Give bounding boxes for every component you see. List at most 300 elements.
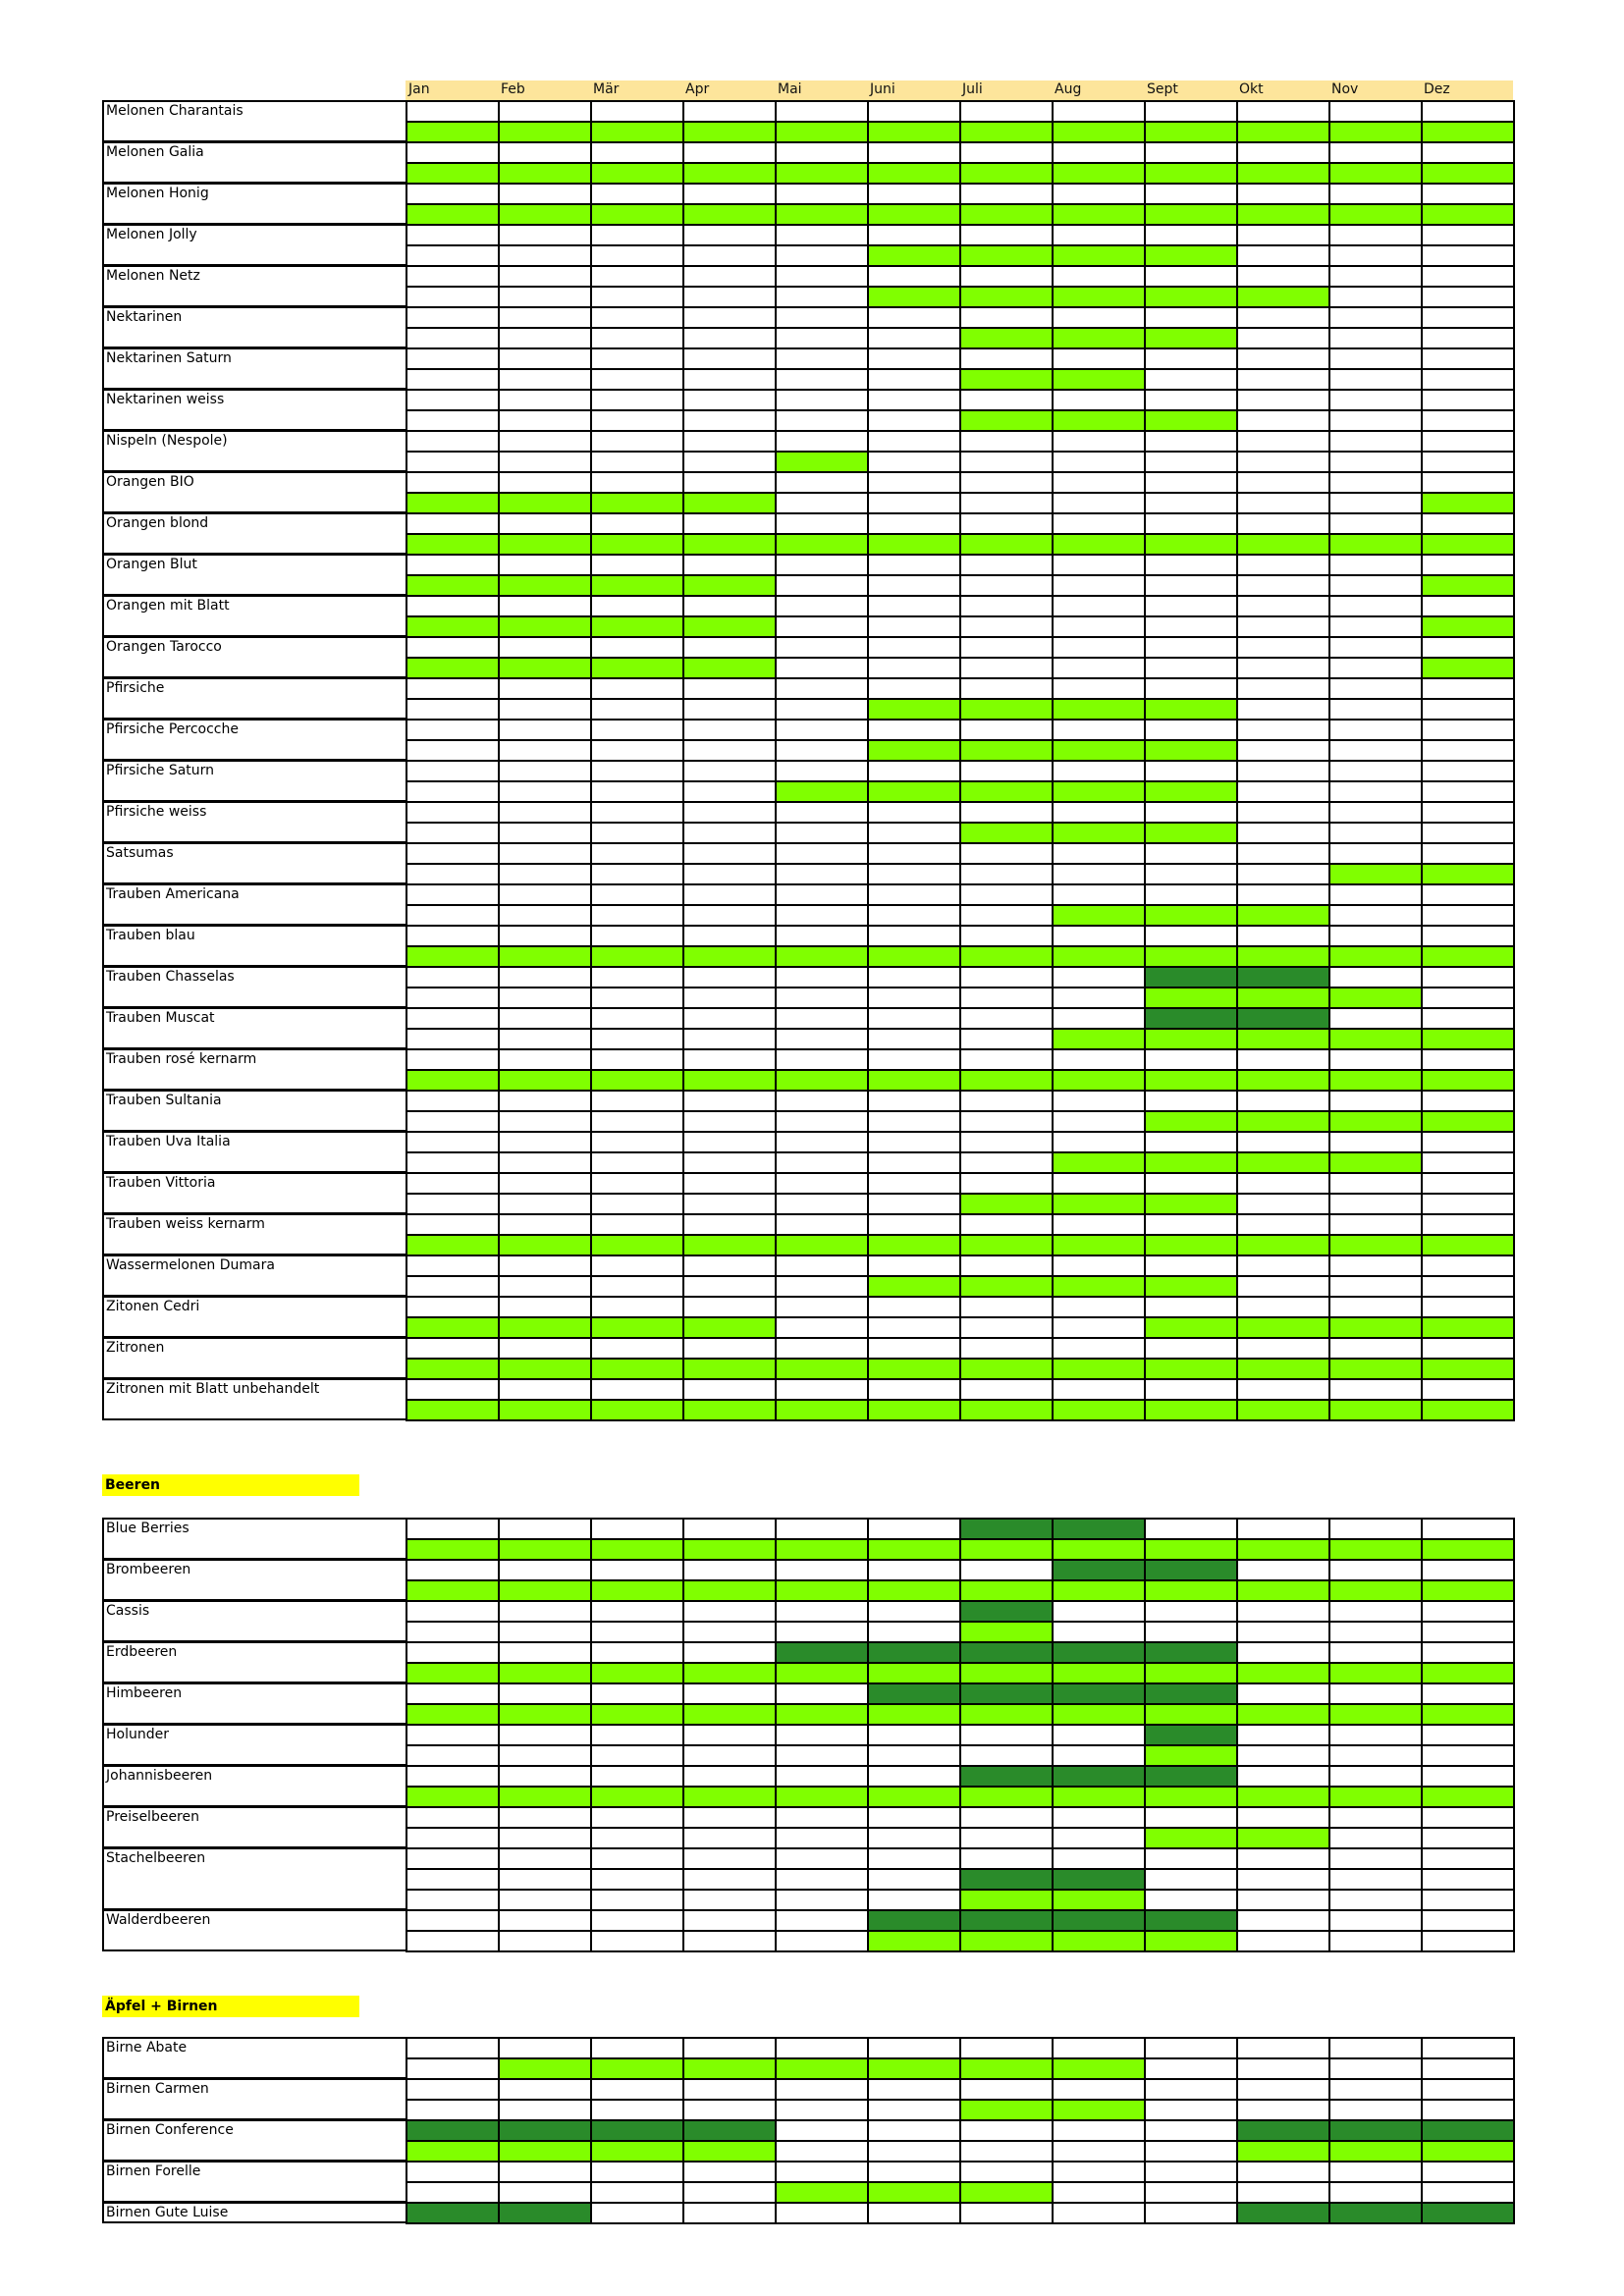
month-cell: [1236, 1806, 1330, 1829]
month-cell: [867, 1378, 961, 1401]
month-cell: [498, 1172, 592, 1195]
month-header-9: Sept: [1144, 80, 1236, 100]
month-cell: [959, 2119, 1054, 2142]
month-cell: [1421, 863, 1515, 885]
month-cell: [498, 1518, 592, 1540]
month-cell: [775, 368, 869, 391]
month-cell: [1328, 286, 1423, 308]
month-cell: [1052, 2099, 1146, 2121]
month-cell: [775, 925, 869, 947]
month-cell: [867, 987, 961, 1009]
month-cell: [682, 1889, 777, 1911]
item-name: Trauben weiss kernarm: [106, 1216, 265, 1232]
month-cell: [498, 760, 592, 782]
month-cell: [1144, 1296, 1238, 1318]
month-cell: [1144, 162, 1238, 185]
month-cell: [1052, 1131, 1146, 1153]
month-cell: [867, 1744, 961, 1767]
month-cell: [406, 2140, 500, 2163]
month-cell: [959, 1579, 1054, 1602]
month-cell: [682, 822, 777, 844]
month-cell: [406, 1806, 500, 1829]
month-cell: [867, 1621, 961, 1643]
month-cell: [775, 2140, 869, 2163]
month-cell: [590, 1600, 684, 1623]
month-cell: [1236, 1538, 1330, 1561]
month-cell: [498, 389, 592, 411]
month-cell: [498, 368, 592, 391]
month-cell: [406, 1151, 500, 1174]
month-cell: [682, 677, 777, 700]
month-cell: [1052, 1172, 1146, 1195]
month-cell: [1144, 1682, 1238, 1705]
month-cell: [590, 615, 684, 638]
month-cell: [590, 1172, 684, 1195]
item-name: Orangen Tarocco: [106, 639, 222, 655]
month-cell: [1328, 492, 1423, 514]
month-cell: [775, 347, 869, 370]
month-cell: [867, 574, 961, 597]
month-cell: [1421, 286, 1515, 308]
month-cell: [1236, 1559, 1330, 1581]
month-cell: [1236, 162, 1330, 185]
month-cell: [775, 1028, 869, 1050]
month-cell: [1328, 1378, 1423, 1401]
month-cell: [590, 904, 684, 927]
month-cell: [959, 1275, 1054, 1298]
month-cell: [682, 925, 777, 947]
month-cell: [775, 1538, 869, 1561]
month-cell: [682, 1028, 777, 1050]
month-cell: [1052, 1151, 1146, 1174]
month-cell: [959, 945, 1054, 968]
month-cell: [1236, 1316, 1330, 1339]
month-cell: [406, 1559, 500, 1581]
month-cell: [406, 883, 500, 906]
month-cell: [959, 203, 1054, 226]
month-cell: [1421, 1296, 1515, 1318]
month-cell: [1421, 1028, 1515, 1050]
month-cell: [1144, 492, 1238, 514]
month-cell: [498, 1744, 592, 1767]
month-cell: [590, 1868, 684, 1891]
month-cell: [1052, 842, 1146, 865]
month-cell: [590, 1069, 684, 1092]
month-cell: [1052, 615, 1146, 638]
month-cell: [682, 368, 777, 391]
month-cell: [1421, 1765, 1515, 1788]
month-cell: [775, 1316, 869, 1339]
month-cell: [867, 1296, 961, 1318]
month-cell: [498, 471, 592, 494]
month-cell: [1421, 121, 1515, 143]
month-cell: [682, 2202, 777, 2224]
month-cell: [406, 409, 500, 432]
month-cell: [1421, 987, 1515, 1009]
month-cell: [867, 1682, 961, 1705]
month-cell: [867, 430, 961, 453]
month-cell: [1328, 1868, 1423, 1891]
month-cell: [682, 2057, 777, 2080]
month-cell: [1144, 2181, 1238, 2204]
month-cell: [406, 327, 500, 349]
month-cell: [1328, 1151, 1423, 1174]
month-cell: [867, 1765, 961, 1788]
month-cell: [867, 512, 961, 535]
month-cell: [1052, 925, 1146, 947]
month-cell: [1144, 1007, 1238, 1030]
month-cell: [590, 183, 684, 205]
month-cell: [1236, 512, 1330, 535]
month-cell: [959, 1909, 1054, 1932]
month-cell: [682, 430, 777, 453]
month-cell: [406, 347, 500, 370]
month-cell: [406, 2057, 500, 2080]
month-cell: [498, 780, 592, 803]
month-cell: [590, 430, 684, 453]
month-cell: [590, 657, 684, 679]
month-cell: [775, 1151, 869, 1174]
month-cell: [1052, 327, 1146, 349]
month-cell: [1421, 2202, 1515, 2224]
month-cell: [867, 265, 961, 288]
month-cell: [867, 1048, 961, 1071]
month-cell: [1236, 141, 1330, 164]
month-cell: [1328, 1806, 1423, 1829]
month-cell: [498, 1621, 592, 1643]
month-cell: [498, 1399, 592, 1421]
month-cell: [1052, 1600, 1146, 1623]
month-cell: [1052, 719, 1146, 741]
month-cell: [1144, 863, 1238, 885]
month-cell: [775, 615, 869, 638]
month-cell: [406, 1724, 500, 1746]
item-name: Orangen Blut: [106, 557, 197, 572]
month-cell: [590, 1090, 684, 1112]
month-cell: [406, 2099, 500, 2121]
month-cell: [406, 1028, 500, 1050]
month-cell: [1421, 780, 1515, 803]
month-cell: [498, 1827, 592, 1849]
month-cell: [1236, 1662, 1330, 1684]
month-cell: [1144, 1765, 1238, 1788]
item-name: Trauben Uva Italia: [106, 1134, 231, 1149]
month-cell: [590, 760, 684, 782]
month-cell: [867, 347, 961, 370]
month-cell: [682, 1069, 777, 1092]
month-cell: [1144, 1234, 1238, 1256]
month-cell: [959, 2057, 1054, 2080]
month-cell: [1052, 2119, 1146, 2142]
month-cell: [1144, 1600, 1238, 1623]
month-cell: [775, 2099, 869, 2121]
month-cell: [498, 1847, 592, 1870]
month-cell: [959, 2037, 1054, 2059]
month-cell: [590, 2057, 684, 2080]
item-name: Trauben Muscat: [106, 1010, 215, 1026]
item-name: Satsumas: [106, 845, 174, 861]
month-cell: [406, 2202, 500, 2224]
month-cell: [590, 306, 684, 329]
month-cell: [959, 265, 1054, 288]
month-cell: [498, 2161, 592, 2183]
month-cell: [959, 141, 1054, 164]
month-cell: [867, 1275, 961, 1298]
month-cell: [1144, 780, 1238, 803]
month-cell: [590, 1028, 684, 1050]
month-cell: [867, 2119, 961, 2142]
month-cell: [1052, 2140, 1146, 2163]
month-cell: [1236, 2140, 1330, 2163]
month-cell: [682, 1786, 777, 1808]
month-cell: [867, 1399, 961, 1421]
month-cell: [959, 1744, 1054, 1767]
month-cell: [498, 533, 592, 556]
month-cell: [1144, 1213, 1238, 1236]
month-cell: [682, 698, 777, 721]
month-cell: [498, 1316, 592, 1339]
month-cell: [406, 863, 500, 885]
month-cell: [1328, 1600, 1423, 1623]
month-cell: [1052, 1868, 1146, 1891]
month-cell: [1236, 801, 1330, 824]
month-cell: [1328, 863, 1423, 885]
month-cell: [682, 162, 777, 185]
month-cell: [590, 822, 684, 844]
month-header-11: Nov: [1328, 80, 1421, 100]
month-cell: [1144, 1069, 1238, 1092]
month-cell: [1144, 224, 1238, 246]
month-cell: [1236, 904, 1330, 927]
month-cell: [590, 1048, 684, 1071]
month-cell: [682, 842, 777, 865]
month-cell: [406, 2078, 500, 2101]
month-cell: [1052, 801, 1146, 824]
month-cell: [498, 183, 592, 205]
month-cell: [1236, 389, 1330, 411]
month-cell: [1421, 1090, 1515, 1112]
item-name: Stachelbeeren: [106, 1850, 206, 1866]
month-cell: [406, 554, 500, 576]
month-cell: [498, 698, 592, 721]
item-name: Trauben rosé kernarm: [106, 1051, 257, 1067]
month-cell: [1144, 1806, 1238, 1829]
month-cell: [1052, 2078, 1146, 2101]
month-cell: [406, 533, 500, 556]
month-cell: [682, 533, 777, 556]
month-cell: [867, 739, 961, 762]
month-cell: [1328, 203, 1423, 226]
month-cell: [1421, 2140, 1515, 2163]
month-cell: [1144, 1868, 1238, 1891]
month-cell: [590, 1296, 684, 1318]
item-name: Trauben blau: [106, 928, 195, 943]
month-cell: [682, 1518, 777, 1540]
month-cell: [1144, 1786, 1238, 1808]
month-cell: [775, 945, 869, 968]
month-cell: [867, 1213, 961, 1236]
month-cell: [959, 822, 1054, 844]
month-cell: [590, 1110, 684, 1133]
month-cell: [682, 2078, 777, 2101]
month-cell: [867, 533, 961, 556]
month-cell: [590, 512, 684, 535]
month-cell: [498, 1579, 592, 1602]
month-cell: [1421, 2078, 1515, 2101]
month-cell: [682, 863, 777, 885]
month-cell: [682, 1234, 777, 1256]
month-cell: [682, 1641, 777, 1664]
month-cell: [867, 1909, 961, 1932]
month-cell: [1052, 1909, 1146, 1932]
month-cell: [959, 533, 1054, 556]
month-cell: [498, 2119, 592, 2142]
month-cell: [1421, 1621, 1515, 1643]
month-cell: [959, 389, 1054, 411]
month-cell: [867, 141, 961, 164]
month-cell: [406, 657, 500, 679]
month-cell: [682, 966, 777, 988]
month-cell: [775, 1868, 869, 1891]
month-cell: [682, 1765, 777, 1788]
month-cell: [682, 883, 777, 906]
month-cell: [590, 1724, 684, 1746]
month-cell: [775, 1090, 869, 1112]
month-cell: [682, 1337, 777, 1360]
month-cell: [682, 244, 777, 267]
month-cell: [1052, 368, 1146, 391]
month-cell: [682, 760, 777, 782]
month-cell: [1421, 719, 1515, 741]
month-cell: [1236, 780, 1330, 803]
month-cell: [590, 925, 684, 947]
month-cell: [1421, 1806, 1515, 1829]
month-cell: [959, 554, 1054, 576]
month-cell: [406, 183, 500, 205]
month-cell: [590, 677, 684, 700]
month-cell: [1052, 265, 1146, 288]
month-cell: [590, 2202, 684, 2224]
item-name: Melonen Charantais: [106, 103, 244, 119]
month-cell: [406, 1744, 500, 1767]
month-cell: [406, 2037, 500, 2059]
month-cell: [1236, 1786, 1330, 1808]
month-cell: [682, 2119, 777, 2142]
month-cell: [590, 780, 684, 803]
month-cell: [1421, 1337, 1515, 1360]
month-cell: [959, 1296, 1054, 1318]
month-cell: [406, 2119, 500, 2142]
month-cell: [1052, 595, 1146, 617]
month-cell: [867, 2037, 961, 2059]
month-cell: [1144, 677, 1238, 700]
month-cell: [590, 1316, 684, 1339]
month-cell: [1144, 1358, 1238, 1380]
item-name: Orangen BIO: [106, 474, 194, 490]
month-cell: [775, 636, 869, 659]
month-cell: [406, 574, 500, 597]
month-cell: [775, 1786, 869, 1808]
month-cell: [1421, 1518, 1515, 1540]
month-cell: [867, 1069, 961, 1092]
month-cell: [1236, 1296, 1330, 1318]
month-cell: [1144, 842, 1238, 865]
month-cell: [1052, 1682, 1146, 1705]
month-cell: [498, 244, 592, 267]
month-cell: [1052, 657, 1146, 679]
month-cell: [590, 842, 684, 865]
month-cell: [1421, 1378, 1515, 1401]
month-cell: [590, 141, 684, 164]
month-cell: [682, 1662, 777, 1684]
month-cell: [1144, 1131, 1238, 1153]
month-cell: [1236, 1703, 1330, 1726]
month-cell: [682, 1090, 777, 1112]
month-cell: [406, 1213, 500, 1236]
month-cell: [775, 1909, 869, 1932]
month-cell: [959, 1007, 1054, 1030]
month-cell: [590, 595, 684, 617]
month-cell: [682, 183, 777, 205]
month-cell: [498, 1889, 592, 1911]
month-cell: [1052, 2202, 1146, 2224]
month-cell: [498, 347, 592, 370]
month-cell: [1328, 2057, 1423, 2080]
month-cell: [1236, 1682, 1330, 1705]
month-cell: [1421, 1275, 1515, 1298]
month-cell: [1144, 822, 1238, 844]
month-cell: [1328, 2119, 1423, 2142]
month-cell: [1421, 1172, 1515, 1195]
month-cell: [682, 636, 777, 659]
month-header-7: Juli: [959, 80, 1052, 100]
month-cell: [959, 1889, 1054, 1911]
month-cell: [1421, 327, 1515, 349]
month-cell: [1144, 1621, 1238, 1643]
month-cell: [498, 265, 592, 288]
month-cell: [1236, 244, 1330, 267]
item-name: Birnen Forelle: [106, 2163, 201, 2179]
month-cell: [959, 1028, 1054, 1050]
month-cell: [775, 1889, 869, 1911]
month-cell: [590, 121, 684, 143]
month-cell: [1328, 1028, 1423, 1050]
month-cell: [959, 1847, 1054, 1870]
month-cell: [682, 739, 777, 762]
month-cell: [867, 554, 961, 576]
month-cell: [1421, 162, 1515, 185]
month-cell: [590, 863, 684, 885]
month-cell: [867, 368, 961, 391]
month-cell: [1328, 801, 1423, 824]
month-cell: [590, 636, 684, 659]
month-cell: [498, 1786, 592, 1808]
month-cell: [1328, 719, 1423, 741]
month-cell: [867, 1110, 961, 1133]
month-cell: [1052, 1579, 1146, 1602]
month-cell: [1421, 1786, 1515, 1808]
month-cell: [1421, 1600, 1515, 1623]
month-cell: [590, 409, 684, 432]
month-cell: [959, 1559, 1054, 1581]
month-cell: [1236, 1724, 1330, 1746]
month-cell: [1236, 1028, 1330, 1050]
month-cell: [682, 554, 777, 576]
month-cell: [1236, 1275, 1330, 1298]
month-cell: [406, 492, 500, 514]
month-cell: [1236, 1378, 1330, 1401]
month-cell: [590, 286, 684, 308]
